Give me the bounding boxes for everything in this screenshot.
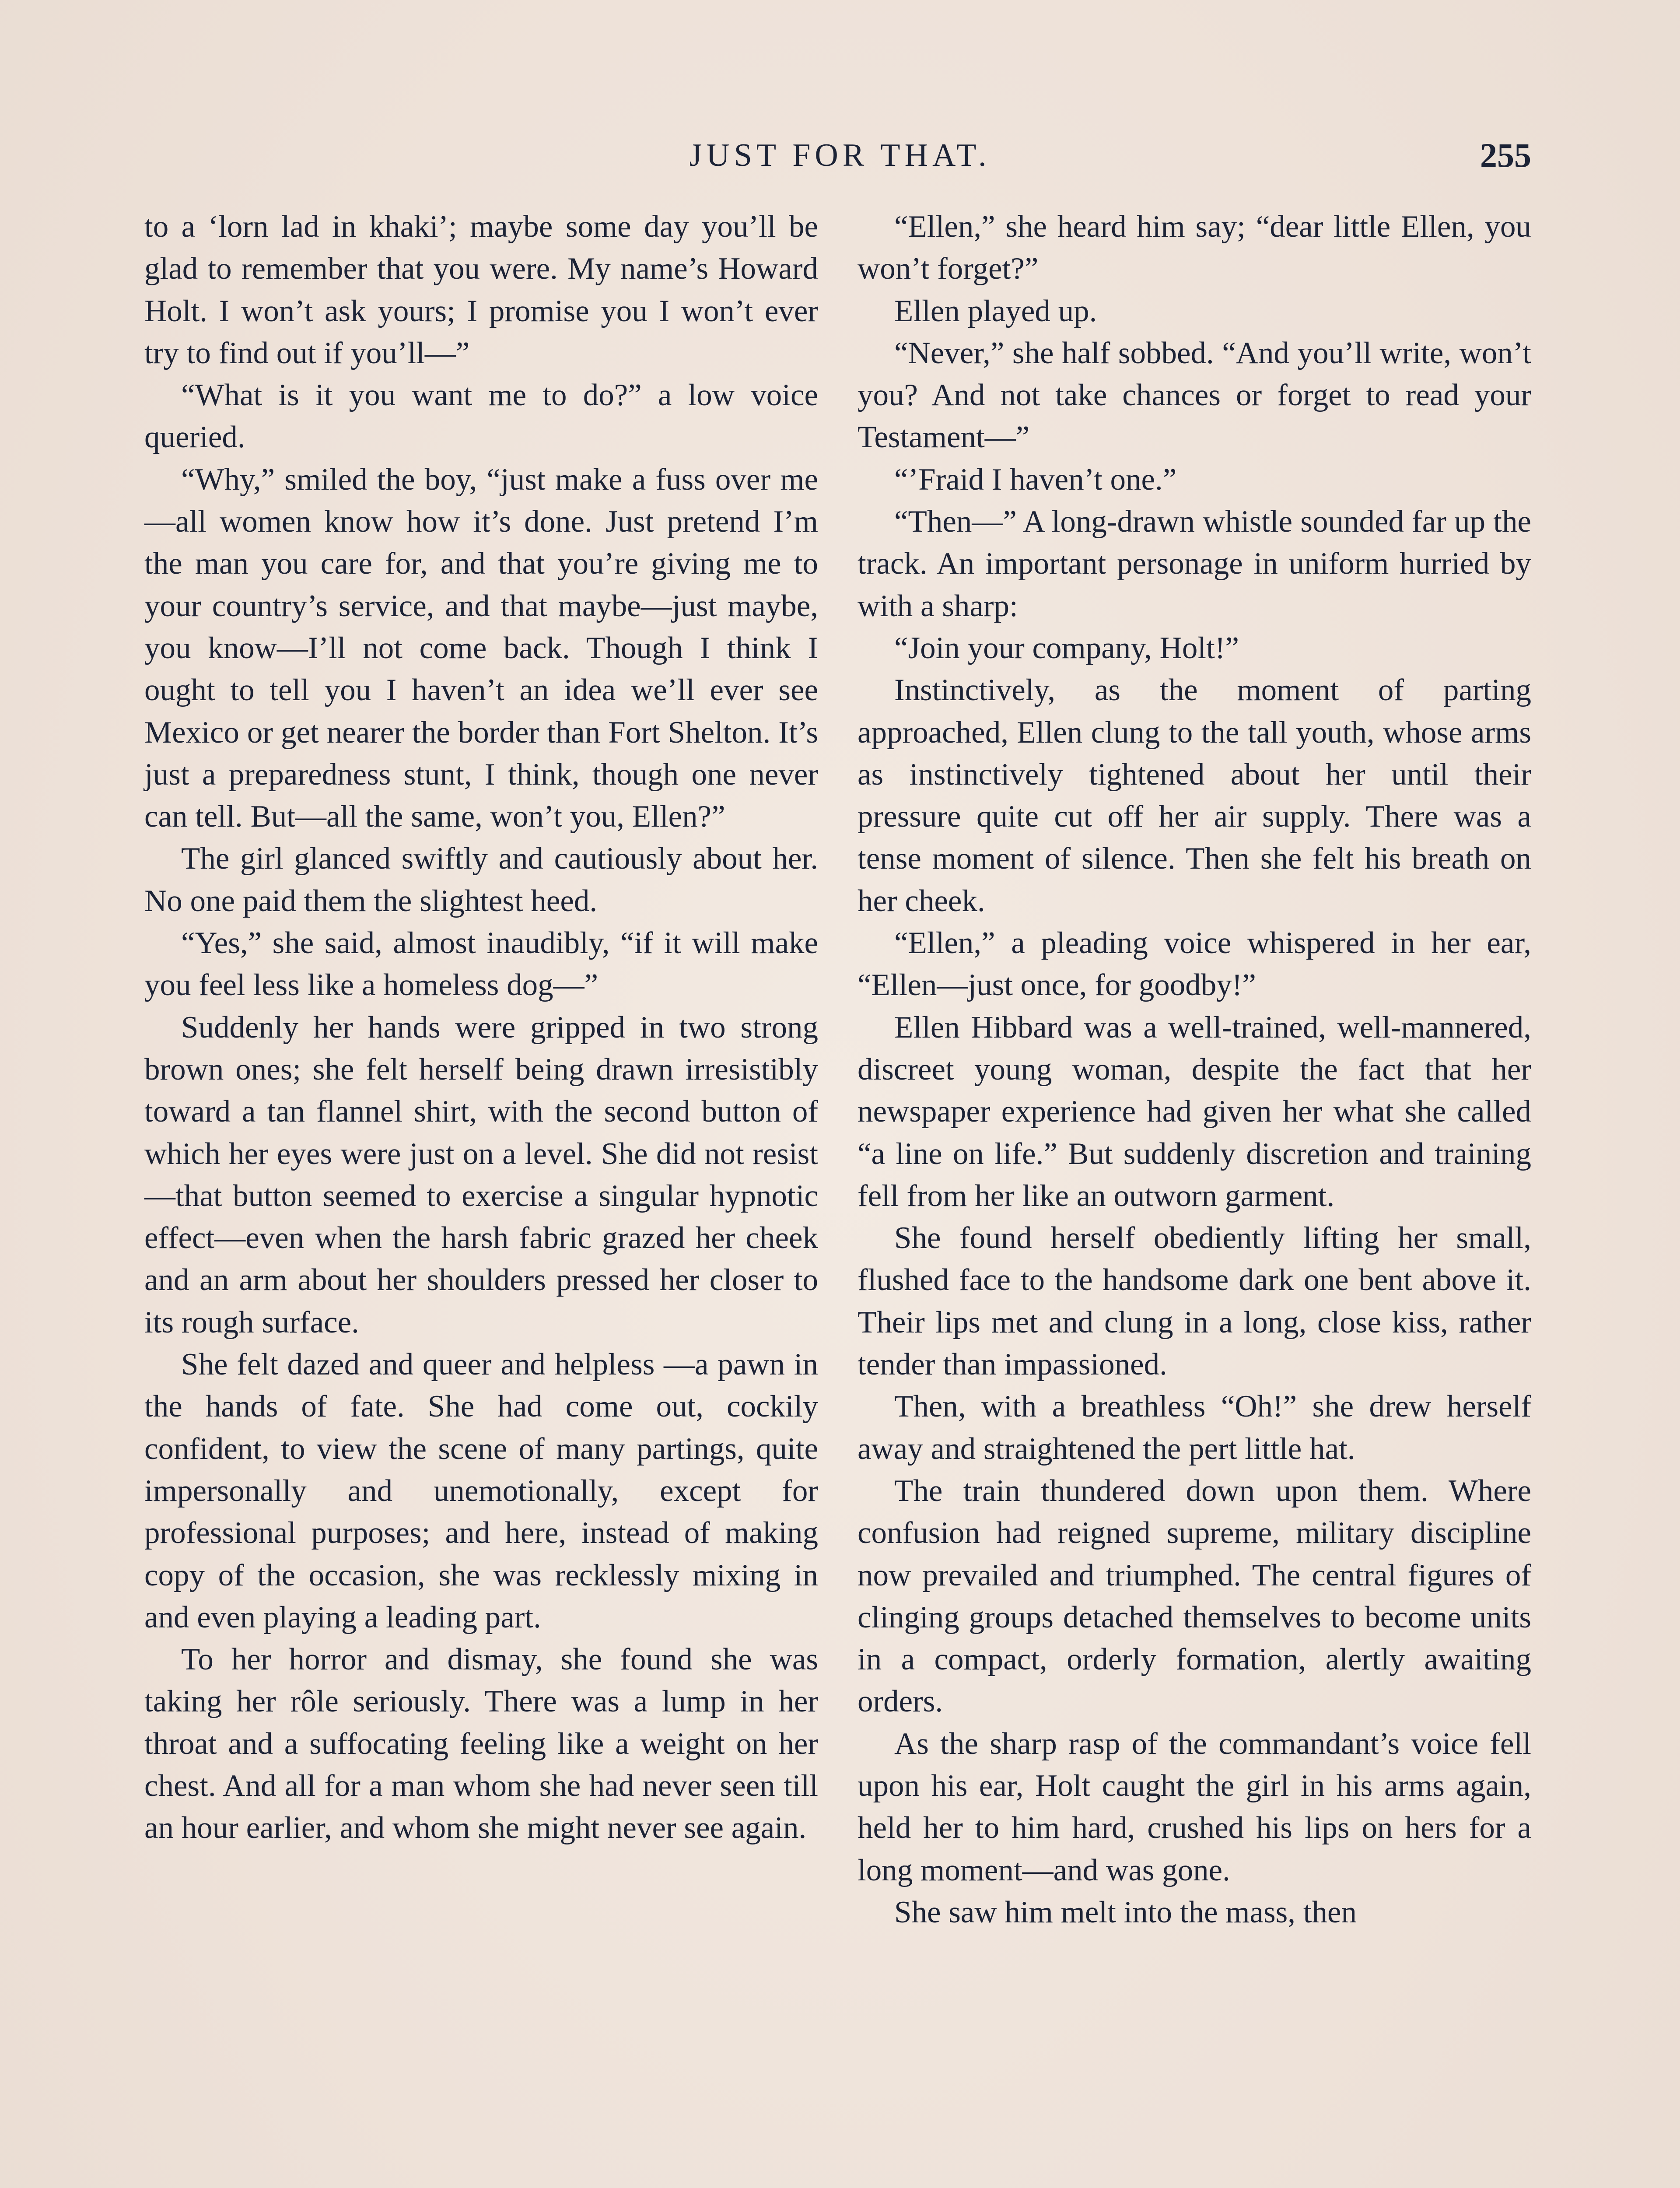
paragraph: She felt dazed and queer and helpless —a pawn in the hands of fate. She had come out, cockily confident, to view the scene of many partings, quite impersonally and unemotionally, except for professional purposes; and here, instead of making copy of the occasion, she was recklessly mixing in and even playing a leading part. [144,1347,818,1634]
paragraph: The train thundered down upon them. Where confusion had reigned supreme, military discipline now prevailed and triumphed. The central figures of clinging groups detached themselves to become units in a compact, orderly formation, alertly awaiting orders. [858,1473,1531,1719]
paragraph: “Ellen,” she heard him say; “dear little Ellen, you won’t forget?” [858,210,1531,286]
paragraph: to a ‘lorn lad in khaki’; maybe some day you’ll be glad to remember that you were. My name’s Howard Holt. I won’t ask yours; I promise you I won’t ever try to find out if you’ll—” [144,210,818,370]
paragraph: “Why,” smiled the boy, “just make a fuss over me—all women know how it’s done. Just pretend I’m the man you care for, and that you’re giving me to your country’s service, and that maybe—just maybe, you know—I’ll not come back. Though I think I ought to tell you I haven’t an idea we’ll ever see Mexico or get nearer the border than Fort Shelton. It’s just a preparedness stunt, I think, though one never can tell. But—all the same, won’t you, Ellen?” [144,462,818,834]
paragraph: “’Fraid I haven’t one.” [894,462,1177,497]
paragraph: She found herself obediently lifting her small, flushed face to the handsome dark one bent above it. Their lips met and clung in a long, close kiss, rather tender than impassioned. [858,1221,1531,1382]
paragraph: “Yes,” she said, almost inaudibly, “if it will make you feel less like a homeless dog—” [144,926,818,1003]
paragraph: “Never,” she half sobbed. “And you’ll write, won’t you? And not take chances or forget to read your Testament—” [858,336,1531,455]
paragraph: “Ellen,” a pleading voice whispered in her ear, “Ellen—just once, for goodby!” [858,926,1531,1003]
page-number: 255 [1480,136,1531,174]
left-column [144,206,818,1849]
right-column [858,206,1531,1933]
paragraph: Ellen Hibbard was a well-trained, well-mannered, discreet young woman, despite the fact that her newspaper experience had given her what she called “a line on life.” But suddenly discretion and training fell from her like an outworn garment. [858,1010,1531,1213]
paragraph: As the sharp rasp of the commandant’s voice fell upon his ear, Holt caught the girl in his arms again, held her to him hard, crushed his lips on hers for a long moment—and was gone. [858,1726,1531,1887]
paragraph: “Join your company, Holt!” [894,631,1239,665]
running-head [149,131,1531,179]
paragraph: “What is it you want me to do?” a low voice queried. [144,378,818,455]
paragraph: Instinctively, as the moment of parting approached, Ellen clung to the tall youth, whose arms as instinctively tightened about her until their pressure quite cut off her air supply. There was a tense moment of silence. Then she felt his breath on her cheek. [858,673,1531,918]
paragraph: Suddenly her hands were gripped in two strong brown ones; she felt herself being drawn irresistibly toward a tan flannel shirt, with the second button of which her eyes were just on a level. She did not resist—that button seemed to exercise a singular hypnotic effect—even when the harsh fabric grazed her cheek and an arm about her shoulders pressed her closer to its rough surface. [144,1010,818,1339]
paragraph: Ellen played up. [894,294,1097,328]
paragraph: To her horror and dismay, she found she was taking her rôle seriously. There was a lump in her throat and a suffocating feeling like a weight on her chest. And all for a man whom she had never seen till an hour earlier, and whom she might never see again. [144,1642,818,1845]
paragraph: The girl glanced swiftly and cautiously about her. No one paid them the slightest heed. [144,842,818,918]
paragraph: “Then—” A long-drawn whistle sounded far up the track. An important personage in uniform hurried by with a sharp: [858,505,1531,623]
paragraph: Then, with a breathless “Oh!” she drew herself away and straightened the pert little hat. [858,1389,1531,1466]
running-title: JUST FOR THAT. [689,137,991,173]
paragraph: She saw him melt into the mass, then [894,1895,1357,1929]
